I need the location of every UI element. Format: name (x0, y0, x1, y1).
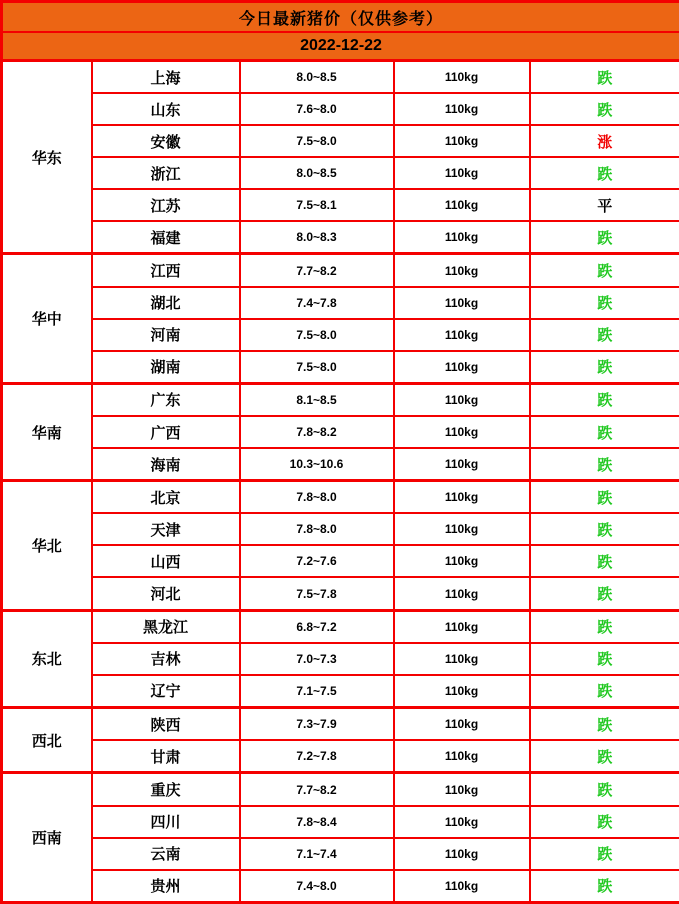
weight-cell: 110kg (394, 708, 530, 741)
price-cell: 8.0~8.5 (240, 157, 394, 189)
table-row (2, 610, 679, 643)
province-cell: 辽宁 (92, 675, 240, 708)
trend-cell: 跌 (530, 740, 679, 773)
province-cell: 吉林 (92, 643, 240, 675)
trend-cell: 跌 (530, 287, 679, 319)
province-cell: 上海 (92, 61, 240, 94)
weight-cell: 110kg (394, 287, 530, 319)
weight-cell: 110kg (394, 351, 530, 384)
region-cell: 华中 (2, 254, 92, 383)
province-cell: 四川 (92, 806, 240, 838)
weight-cell: 110kg (394, 643, 530, 675)
trend-cell: 跌 (530, 221, 679, 254)
trend-cell: 跌 (530, 351, 679, 384)
province-cell: 云南 (92, 838, 240, 870)
trend-cell: 跌 (530, 448, 679, 481)
region-cell: 东北 (2, 610, 92, 707)
weight-cell: 110kg (394, 157, 530, 189)
weight-cell: 110kg (394, 773, 530, 806)
date-row (2, 32, 679, 61)
trend-cell: 跌 (530, 93, 679, 125)
trend-cell: 平 (530, 189, 679, 221)
table-row (2, 383, 679, 416)
table-row (2, 643, 679, 675)
trend-cell: 跌 (530, 675, 679, 708)
trend-cell: 跌 (530, 870, 679, 903)
table-row (2, 675, 679, 708)
province-cell: 山东 (92, 93, 240, 125)
table-row (2, 189, 679, 221)
table-row (2, 708, 679, 741)
price-cell: 7.5~7.8 (240, 577, 394, 610)
weight-cell: 110kg (394, 383, 530, 416)
province-cell: 北京 (92, 481, 240, 514)
trend-cell: 跌 (530, 513, 679, 545)
trend-cell: 跌 (530, 545, 679, 577)
price-cell: 7.8~8.2 (240, 416, 394, 448)
weight-cell: 110kg (394, 416, 530, 448)
trend-cell: 跌 (530, 416, 679, 448)
weight-cell: 110kg (394, 806, 530, 838)
weight-cell: 110kg (394, 870, 530, 903)
province-cell: 浙江 (92, 157, 240, 189)
price-cell: 7.3~7.9 (240, 708, 394, 741)
price-cell: 7.4~8.0 (240, 870, 394, 903)
trend-cell: 跌 (530, 61, 679, 94)
price-cell: 7.5~8.0 (240, 125, 394, 157)
trend-cell: 跌 (530, 157, 679, 189)
price-cell: 7.8~8.0 (240, 513, 394, 545)
weight-cell: 110kg (394, 254, 530, 287)
weight-cell: 110kg (394, 448, 530, 481)
trend-cell: 跌 (530, 319, 679, 351)
province-cell: 江苏 (92, 189, 240, 221)
trend-cell: 涨 (530, 125, 679, 157)
table-row (2, 870, 679, 903)
price-cell: 7.7~8.2 (240, 254, 394, 287)
table-row (2, 513, 679, 545)
province-cell: 安徽 (92, 125, 240, 157)
table-row (2, 125, 679, 157)
price-cell: 7.5~8.1 (240, 189, 394, 221)
weight-cell: 110kg (394, 221, 530, 254)
province-cell: 河南 (92, 319, 240, 351)
table-row (2, 157, 679, 189)
weight-cell: 110kg (394, 125, 530, 157)
province-cell: 黑龙江 (92, 610, 240, 643)
trend-cell: 跌 (530, 254, 679, 287)
price-cell: 7.0~7.3 (240, 643, 394, 675)
table-row (2, 481, 679, 514)
table-row (2, 806, 679, 838)
table-row (2, 773, 679, 806)
price-cell: 8.1~8.5 (240, 383, 394, 416)
price-cell: 7.8~8.0 (240, 481, 394, 514)
weight-cell: 110kg (394, 577, 530, 610)
price-cell: 6.8~7.2 (240, 610, 394, 643)
price-cell: 8.0~8.5 (240, 61, 394, 94)
region-cell: 华东 (2, 61, 92, 254)
weight-cell: 110kg (394, 740, 530, 773)
price-cell: 7.2~7.6 (240, 545, 394, 577)
region-cell: 西南 (2, 773, 92, 903)
price-cell: 7.4~7.8 (240, 287, 394, 319)
table-row (2, 448, 679, 481)
date-label: 2022-12-22 (2, 32, 679, 61)
trend-cell: 跌 (530, 577, 679, 610)
trend-cell: 跌 (530, 708, 679, 741)
table-row (2, 319, 679, 351)
trend-cell: 跌 (530, 773, 679, 806)
province-cell: 广西 (92, 416, 240, 448)
table-row (2, 254, 679, 287)
price-cell: 7.5~8.0 (240, 319, 394, 351)
province-cell: 山西 (92, 545, 240, 577)
weight-cell: 110kg (394, 513, 530, 545)
price-table-body (2, 2, 679, 903)
weight-cell: 110kg (394, 675, 530, 708)
price-cell: 7.6~8.0 (240, 93, 394, 125)
price-cell: 7.5~8.0 (240, 351, 394, 384)
trend-cell: 跌 (530, 838, 679, 870)
table-row (2, 351, 679, 384)
weight-cell: 110kg (394, 93, 530, 125)
price-cell: 10.3~10.6 (240, 448, 394, 481)
province-cell: 重庆 (92, 773, 240, 806)
price-cell: 7.8~8.4 (240, 806, 394, 838)
weight-cell: 110kg (394, 481, 530, 514)
table-row (2, 577, 679, 610)
province-cell: 甘肃 (92, 740, 240, 773)
trend-cell: 跌 (530, 610, 679, 643)
table-row (2, 416, 679, 448)
trend-cell: 跌 (530, 643, 679, 675)
weight-cell: 110kg (394, 189, 530, 221)
price-cell: 7.1~7.4 (240, 838, 394, 870)
province-cell: 天津 (92, 513, 240, 545)
weight-cell: 110kg (394, 610, 530, 643)
price-cell: 7.7~8.2 (240, 773, 394, 806)
province-cell: 贵州 (92, 870, 240, 903)
table-row (2, 545, 679, 577)
region-cell: 华南 (2, 383, 92, 480)
province-cell: 江西 (92, 254, 240, 287)
title-row (2, 2, 679, 33)
province-cell: 湖北 (92, 287, 240, 319)
province-cell: 陕西 (92, 708, 240, 741)
page-title: 今日最新猪价（仅供参考） (2, 2, 679, 33)
region-cell: 西北 (2, 708, 92, 773)
province-cell: 福建 (92, 221, 240, 254)
price-cell: 7.2~7.8 (240, 740, 394, 773)
table-row (2, 287, 679, 319)
province-cell: 湖南 (92, 351, 240, 384)
weight-cell: 110kg (394, 838, 530, 870)
trend-cell: 跌 (530, 383, 679, 416)
table-row (2, 61, 679, 94)
trend-cell: 跌 (530, 806, 679, 838)
weight-cell: 110kg (394, 545, 530, 577)
table-row (2, 93, 679, 125)
price-cell: 7.1~7.5 (240, 675, 394, 708)
province-cell: 河北 (92, 577, 240, 610)
table-row (2, 221, 679, 254)
province-cell: 海南 (92, 448, 240, 481)
table-row (2, 740, 679, 773)
region-cell: 华北 (2, 481, 92, 610)
table-row (2, 838, 679, 870)
trend-cell: 跌 (530, 481, 679, 514)
weight-cell: 110kg (394, 319, 530, 351)
price-cell: 8.0~8.3 (240, 221, 394, 254)
province-cell: 广东 (92, 383, 240, 416)
weight-cell: 110kg (394, 61, 530, 94)
